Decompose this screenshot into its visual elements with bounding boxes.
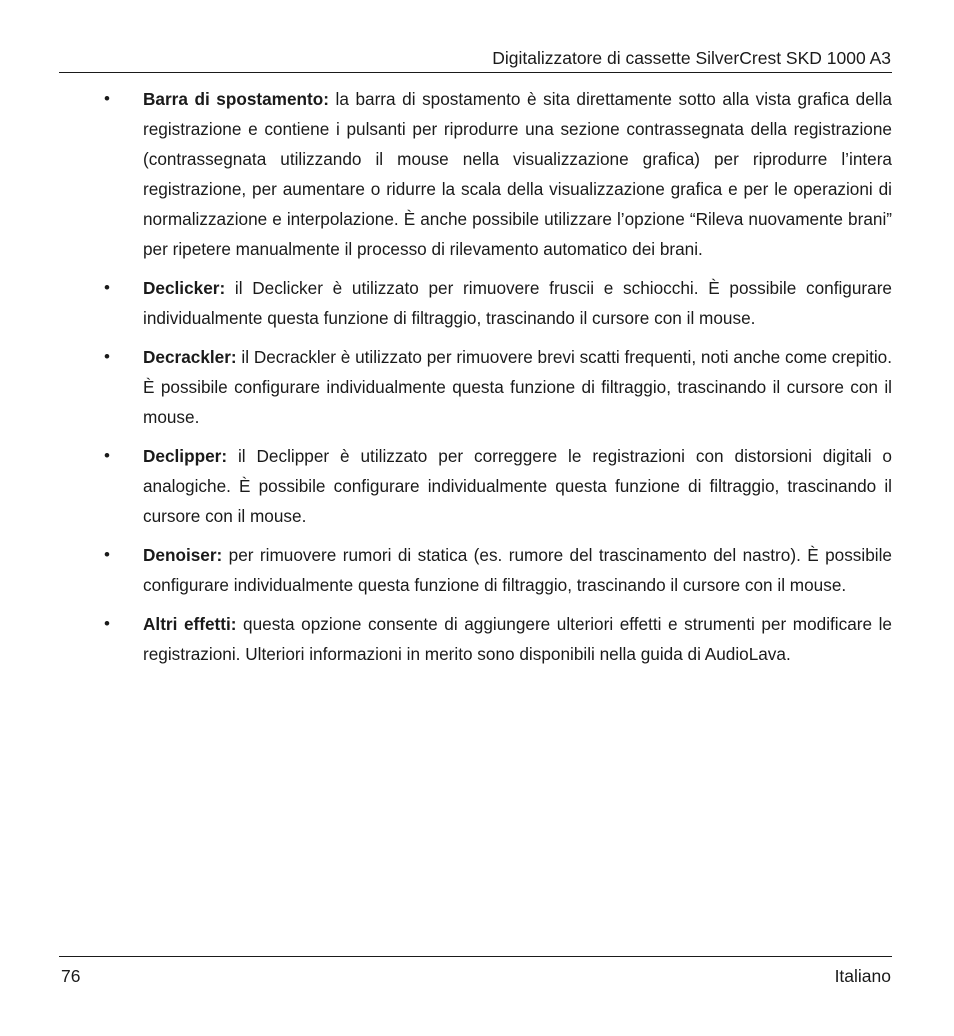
- bullet-icon: •: [104, 89, 110, 108]
- bullet-icon: •: [104, 545, 110, 564]
- item-description: la barra di spostamento è sita direttamente sotto alla vista grafica della registrazione e contiene i pulsanti per riprodurre una sezione contrassegnata della registrazione (contrassegnata utilizzando il mouse nella visualizzazione grafica) per riprodurre l’intera registrazione, per aumentare o ridurre la scala della visualizzazione grafica e per le operazioni di normalizzazione e interpolazione. È anche possibile utilizzare l’opzione “Rileva nuovamente brani” per ripetere manualmente il processo di rilevamento automatico dei brani.: [143, 89, 892, 259]
- list-item-declipper: [59, 441, 892, 531]
- page-number: 76: [61, 966, 81, 986]
- item-term: Declipper:: [143, 446, 238, 466]
- item-term: Altri effetti:: [143, 614, 244, 634]
- item-term: Declicker:: [143, 278, 235, 298]
- item-term: Denoiser:: [143, 545, 229, 565]
- item-term: Barra di spostamento:: [143, 89, 336, 109]
- list-item-barra-di-spostamento: [59, 84, 892, 264]
- item-description: per rimuovere rumori di statica (es. rumore del trascinamento del nastro). È possibile configurare individualmente questa funzione di filtraggio, trascinando il cursore con il mouse.: [143, 545, 892, 595]
- bullet-icon: •: [104, 614, 110, 633]
- bullet-icon: •: [104, 278, 110, 297]
- page-content: [59, 84, 892, 678]
- item-description: questa opzione consente di aggiungere ulteriori effetti e strumenti per modificare le registrazioni. Ulteriori informazioni in merito sono disponibili nella guida di AudioLava.: [143, 614, 892, 664]
- item-description: il Declicker è utilizzato per rimuovere fruscii e schiocchi. È possibile configurare individualmente questa funzione di filtraggio, trascinando il cursore con il mouse.: [143, 278, 892, 328]
- list-item-denoiser: [59, 540, 892, 600]
- footer-language: Italiano: [834, 966, 891, 986]
- list-item-decrackler: [59, 342, 892, 432]
- list-item-declicker: [59, 273, 892, 333]
- bullet-icon: •: [104, 446, 110, 465]
- item-description: il Declipper è utilizzato per correggere le registrazioni con distorsioni digitali o analogiche. È possibile configurare individualmente questa funzione di filtraggio, trascinando il cursore con il mouse.: [143, 446, 892, 526]
- feature-list: [59, 84, 892, 669]
- bullet-icon: •: [104, 347, 110, 366]
- page-header: [59, 0, 892, 73]
- list-item-altri-effetti: [59, 609, 892, 669]
- item-term: Decrackler:: [143, 347, 242, 367]
- page-footer: [59, 956, 892, 986]
- document-title: Digitalizzatore di cassette SilverCrest SKD 1000 A3: [492, 48, 891, 68]
- item-description: il Decrackler è utilizzato per rimuovere brevi scatti frequenti, noti anche come crepitio. È possibile configurare individualmente questa funzione di filtraggio, trascinando il cursore con il mouse.: [143, 347, 892, 427]
